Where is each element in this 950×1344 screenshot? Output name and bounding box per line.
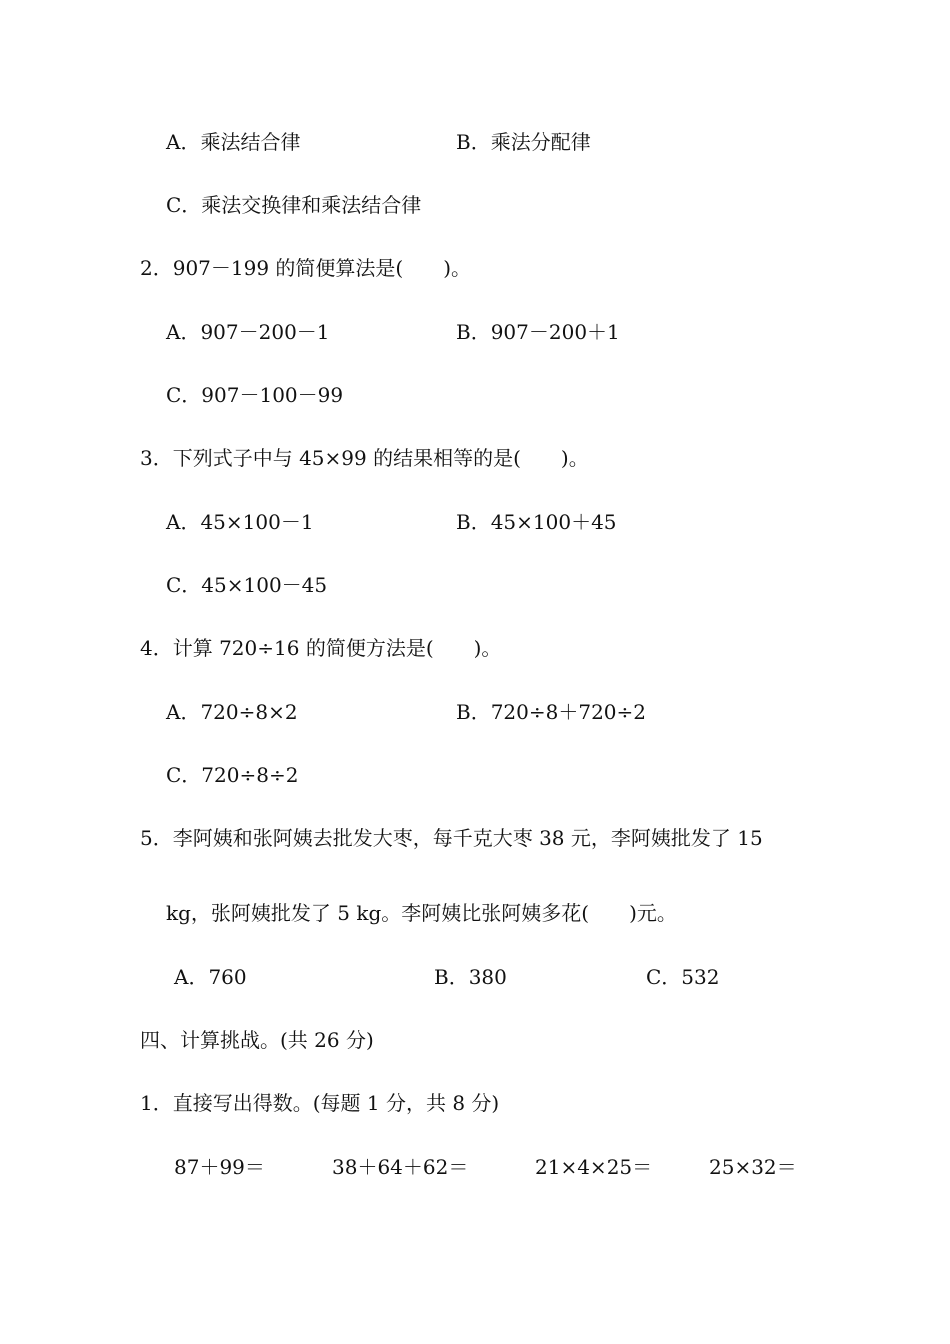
q2-option-c: C．907－100－99 bbox=[166, 383, 344, 407]
q2-option-a: A．907－200－1 bbox=[166, 320, 330, 344]
q3-option-a: A．45×100－1 bbox=[166, 510, 314, 534]
q4-option-a: A．720÷8×2 bbox=[166, 700, 298, 724]
q3-option-c: C．45×100－45 bbox=[166, 573, 328, 597]
q4-option-b: B．720÷8＋720÷2 bbox=[456, 700, 647, 724]
q5-stem-line2: kg，张阿姨批发了 5 kg。李阿姨比张阿姨多花( )元。 bbox=[166, 901, 677, 925]
section4-heading: 四、计算挑战。(共 26 分) bbox=[140, 1028, 374, 1052]
q4-stem: 4．计算 720÷16 的简便方法是( )。 bbox=[140, 636, 502, 660]
q5-option-c: C．532 bbox=[646, 965, 720, 989]
section4-sub1: 1．直接写出得数。(每题 1 分，共 8 分) bbox=[140, 1091, 500, 1115]
q4-option-c: C．720÷8÷2 bbox=[166, 763, 299, 787]
calc-item: 21×4×25＝ bbox=[535, 1155, 653, 1179]
calc-item: 38＋64＋62＝ bbox=[332, 1155, 469, 1179]
calc-item: 25×32＝ bbox=[709, 1155, 797, 1179]
calc-item: 87＋99＝ bbox=[174, 1155, 265, 1179]
q3-stem: 3．下列式子中与 45×99 的结果相等的是( )。 bbox=[140, 446, 589, 470]
q3-option-b: B．45×100＋45 bbox=[456, 510, 617, 534]
q5-option-b: B．380 bbox=[434, 965, 507, 989]
q5-option-a: A．760 bbox=[174, 965, 247, 989]
q1-option-a: A．乘法结合律 bbox=[166, 130, 301, 154]
q5-stem-line1: 5．李阿姨和张阿姨去批发大枣，每千克大枣 38 元，李阿姨批发了 15 bbox=[140, 826, 763, 850]
q1-option-c: C．乘法交换律和乘法结合律 bbox=[166, 193, 422, 217]
q2-stem: 2．907－199 的简便算法是( )。 bbox=[140, 256, 472, 280]
q2-option-b: B．907－200＋1 bbox=[456, 320, 620, 344]
q1-option-b: B．乘法分配律 bbox=[456, 130, 591, 154]
